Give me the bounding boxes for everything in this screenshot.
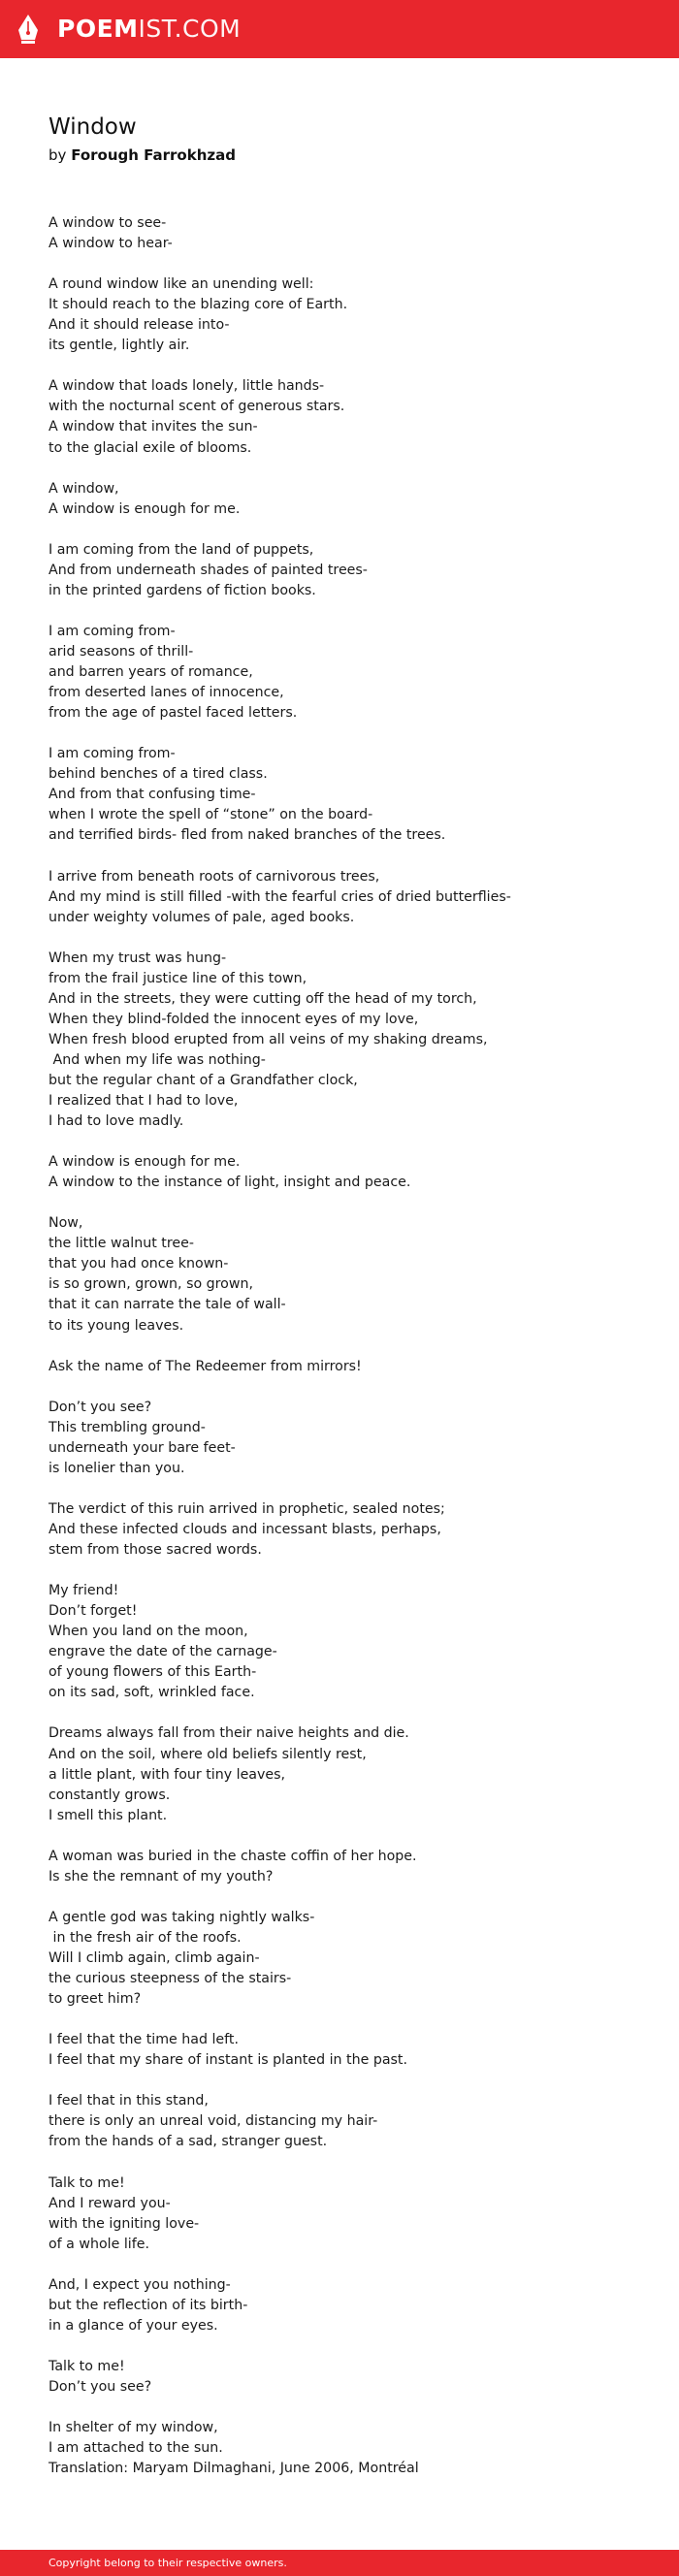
poem-line: I am attached to the sun. — [48, 2440, 223, 2457]
poem-content — [48, 109, 650, 2499]
poem-stanza — [48, 1581, 650, 1703]
poem-stanza — [48, 1213, 650, 1336]
poem-stanza — [48, 1847, 650, 1887]
poem-line: When fresh blood erupted from all veins of my shaking dreams, — [48, 1031, 488, 1047]
poem-line: constantly grows. — [48, 1787, 171, 1803]
poem-line: Is she the remnant of my youth? — [48, 1868, 274, 1884]
site-footer — [0, 2550, 679, 2576]
poem-line: Don’t you see? — [48, 2378, 152, 2395]
poem-line: Don’t forget! — [48, 1603, 138, 1620]
poem-line: I feel that in this stand, — [48, 2093, 209, 2109]
poem-line: behind benches of a tired class. — [48, 766, 268, 783]
poem-line: And my mind is still filled -with the fearful cries of dried butterflies- — [48, 888, 511, 905]
poem-line: from deserted lanes of innocence, — [48, 685, 284, 701]
poem-line: of a whole life. — [48, 2236, 149, 2252]
poem-line: arid seasons of thrill- — [48, 643, 194, 660]
pen-nib-icon — [16, 14, 40, 45]
poem-stanza — [48, 744, 650, 846]
poem-body — [48, 213, 650, 2479]
poem-line: but the reflection of its birth- — [48, 2297, 248, 2313]
poem-stanza — [48, 1499, 650, 1561]
logo-text-light: IST.COM — [138, 15, 242, 43]
poem-stanza — [48, 1908, 650, 2010]
poem-stanza — [48, 2418, 650, 2479]
byline-prefix: by — [48, 146, 67, 164]
poem-line: the little walnut tree- — [48, 1236, 194, 1252]
poem-line: I arrive from beneath roots of carnivorous trees, — [48, 868, 380, 885]
poem-stanza — [48, 479, 650, 520]
poem-line: A window to the instance of light, insight and peace. — [48, 1175, 411, 1191]
poem-line: A window to see- — [48, 215, 167, 231]
poem-line: from the frail justice line of this town, — [48, 970, 307, 986]
poem-line: is lonelier than you. — [48, 1460, 185, 1476]
poem-stanza — [48, 540, 650, 601]
poem-line: And from that confusing time- — [48, 787, 256, 803]
poem-line: A round window like an unending well: — [48, 276, 314, 293]
site-header — [0, 0, 679, 58]
poem-stanza — [48, 867, 650, 928]
poem-line: from the age of pastel faced letters. — [48, 705, 298, 722]
poem-line: In shelter of my window, — [48, 2420, 218, 2436]
poem-line: with the igniting love- — [48, 2215, 200, 2232]
poem-stanza — [48, 2275, 650, 2336]
poem-line: a little plant, with four tiny leaves, — [48, 1766, 286, 1783]
poem-line: And from underneath shades of painted trees- — [48, 562, 368, 578]
poem-line: A gentle god was taking nightly walks- — [48, 1909, 315, 1925]
poem-line: in the printed gardens of fiction books. — [48, 582, 316, 598]
poem-line: I am coming from- — [48, 746, 176, 762]
poem-stanza — [48, 1398, 650, 1479]
poem-line: When my trust was hung- — [48, 950, 227, 966]
logo-text-bold: POEM — [57, 15, 139, 43]
poem-line: Talk to me! — [48, 2358, 125, 2374]
poem-stanza — [48, 376, 650, 458]
poem-line: A window is enough for me. — [48, 500, 241, 517]
poem-line: Now, — [48, 1215, 83, 1232]
poem-line: Dreams always fall from their naive heights and die. — [48, 1725, 409, 1742]
poem-stanza — [48, 2091, 650, 2152]
poem-line: that you had once known- — [48, 1256, 229, 1272]
poem-line: the curious steepness of the stairs- — [48, 1971, 292, 1987]
site-logo[interactable] — [16, 14, 241, 45]
poem-line: is so grown, grown, so grown, — [48, 1276, 253, 1293]
poem-stanza — [48, 2174, 650, 2255]
poem-line: to the glacial exile of blooms. — [48, 439, 252, 456]
poem-line: in a glance of your eyes. — [48, 2317, 218, 2334]
poem-line: its gentle, lightly air. — [48, 338, 190, 354]
poem-line: Ask the name of The Redeemer from mirrors! — [48, 1358, 362, 1374]
poem-line: And I reward you- — [48, 2195, 171, 2211]
poem-line: A window that loads lonely, little hands- — [48, 378, 325, 395]
poem-line: A window is enough for me. — [48, 1154, 241, 1171]
poem-line: My friend! — [48, 1583, 119, 1599]
poem-line: to greet him? — [48, 1991, 142, 2008]
poem-line: I had to love madly. — [48, 1113, 184, 1130]
poem-line: And in the streets, they were cutting off the head of my torch, — [48, 990, 477, 1007]
poem-line: And it should release into- — [48, 317, 230, 334]
poem-line: I am coming from the land of puppets, — [48, 541, 314, 558]
poem-line: I am coming from- — [48, 623, 176, 639]
poem-stanza — [48, 2030, 650, 2071]
poem-line: A woman was buried in the chaste coffin of her hope. — [48, 1848, 417, 1864]
poem-stanza — [48, 1357, 650, 1377]
poem-line: When they blind-folded the innocent eyes of my love, — [48, 1011, 419, 1027]
poem-line: engrave the date of the carnage- — [48, 1644, 277, 1660]
poem-line: And these infected clouds and incessant blasts, perhaps, — [48, 1522, 441, 1537]
poem-line: stem from those sacred words. — [48, 1542, 262, 1559]
poem-line: Translation: Maryam Dilmaghani, June 2006, Montréal — [48, 2461, 419, 2477]
poem-line: This trembling ground- — [48, 1419, 206, 1435]
poem-line: When you land on the moon, — [48, 1624, 248, 1640]
poem-stanza — [48, 622, 650, 724]
poem-line: in the fresh air of the roofs. — [48, 1929, 242, 1946]
poem-byline — [48, 145, 650, 165]
poem-line: I feel that my share of instant is planted in the past. — [48, 2052, 407, 2069]
poem-line: A window, — [48, 480, 119, 497]
poem-line: that it can narrate the tale of wall- — [48, 1297, 286, 1313]
poem-stanza — [48, 1152, 650, 1193]
poem-line: And on the soil, where old beliefs silently rest, — [48, 1746, 367, 1762]
poem-line: and barren years of romance, — [48, 664, 253, 681]
poem-line: And when my life was nothing- — [48, 1051, 266, 1068]
poem-stanza — [48, 274, 650, 356]
poem-line: but the regular chant of a Grandfather clock, — [48, 1072, 358, 1088]
poem-line: underneath your bare feet- — [48, 1439, 236, 1456]
poem-line: to its young leaves. — [48, 1317, 184, 1334]
poem-line: of young flowers of this Earth- — [48, 1664, 257, 1681]
poem-stanza — [48, 949, 650, 1132]
poem-line: and terrified birds- fled from naked branches of the trees. — [48, 827, 446, 844]
poem-title: Window — [48, 114, 137, 140]
poem-line: The verdict of this ruin arrived in prophetic, sealed notes; — [48, 1500, 445, 1517]
poem-line: when I wrote the spell of “stone” on the board- — [48, 807, 373, 823]
poem-line: Talk to me! — [48, 2174, 125, 2191]
poem-line: A window to hear- — [48, 236, 173, 252]
poem-line: And, I expect you nothing- — [48, 2276, 231, 2293]
poem-author: Forough Farrokhzad — [71, 146, 236, 164]
poem-line: with the nocturnal scent of generous stars. — [48, 399, 345, 415]
poem-line: I feel that the time had left. — [48, 2032, 239, 2048]
poem-line: on its sad, soft, wrinkled face. — [48, 1685, 255, 1701]
poem-stanza — [48, 213, 650, 254]
poem-line: I smell this plant. — [48, 1807, 168, 1823]
poem-stanza — [48, 2357, 650, 2398]
poem-line: It should reach to the blazing core of Earth. — [48, 297, 348, 313]
poem-line: from the hands of a sad, stranger guest. — [48, 2134, 328, 2150]
poem-line: Will I climb again, climb again- — [48, 1949, 260, 1966]
poem-line: Don’t you see? — [48, 1399, 152, 1415]
poem-line: I realized that I had to love, — [48, 1093, 239, 1110]
poem-stanza — [48, 1723, 650, 1825]
poem-line: A window that invites the sun- — [48, 419, 258, 435]
site-logo-text — [57, 14, 241, 45]
poem-line: there is only an unreal void, distancing my hair- — [48, 2113, 378, 2130]
copyright-notice: Copyright belong to their respective owners. — [48, 2557, 287, 2569]
poem-line: under weighty volumes of pale, aged books. — [48, 909, 355, 925]
